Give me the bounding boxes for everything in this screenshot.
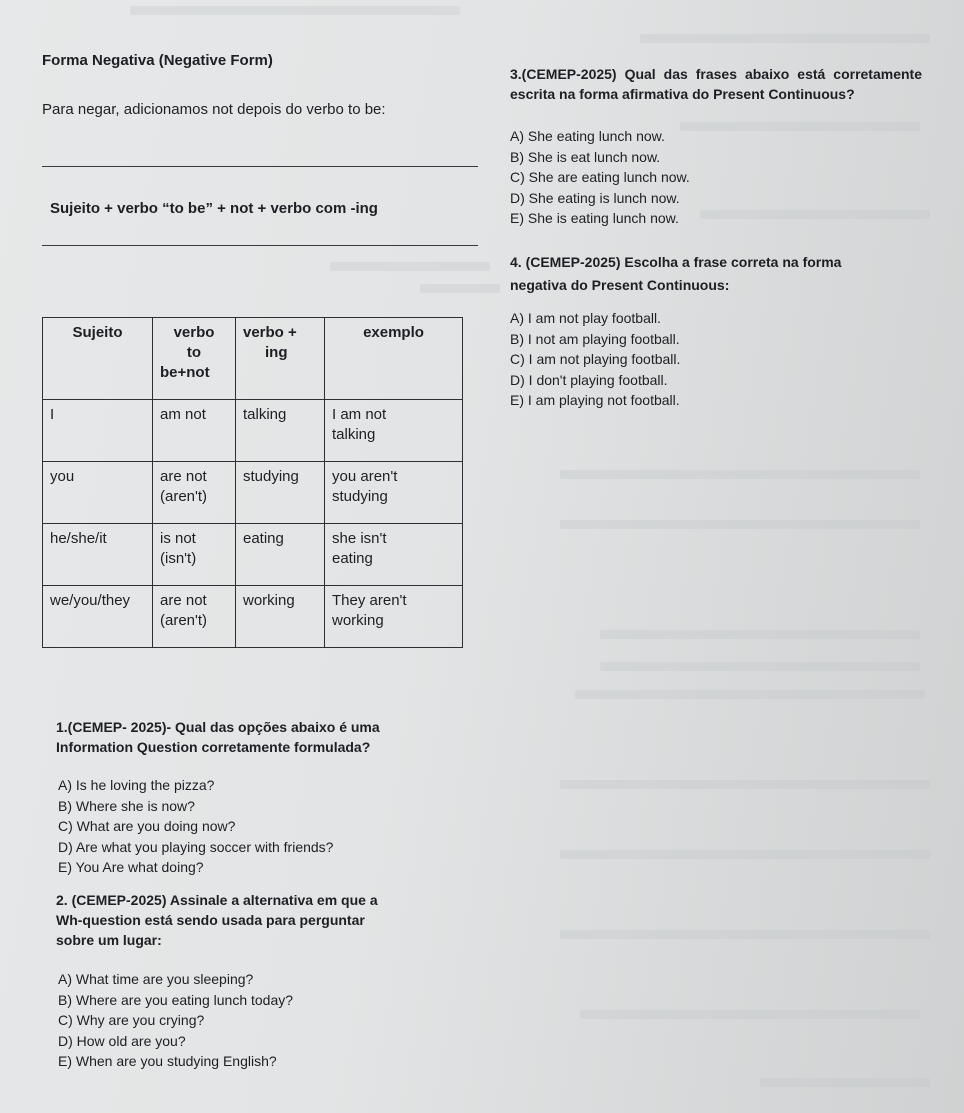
show-through-mark bbox=[600, 630, 920, 639]
show-through-mark bbox=[560, 930, 930, 939]
cell-ing: working bbox=[236, 586, 325, 648]
option-d: D) I don't playing football. bbox=[510, 371, 668, 388]
show-through-mark bbox=[680, 122, 920, 131]
option-c: C) She are eating lunch now. bbox=[510, 169, 690, 185]
cell-exemplo: you aren't studying bbox=[325, 462, 463, 524]
option-a: A) She eating lunch now. bbox=[510, 128, 665, 144]
cell-ing: talking bbox=[236, 400, 325, 462]
question-2-options bbox=[58, 969, 293, 1072]
show-through-mark bbox=[575, 690, 925, 699]
option-c: C) Why are you crying? bbox=[58, 1012, 205, 1028]
show-through-mark bbox=[580, 1010, 920, 1019]
cell-exemplo: I am not talking bbox=[325, 400, 463, 462]
option-a: A) I am not play football. bbox=[510, 310, 661, 326]
cell-exemplo: They aren't working bbox=[325, 586, 463, 648]
conjugation-table bbox=[42, 317, 463, 648]
cell-ing: eating bbox=[236, 524, 325, 586]
header-sujeito: Sujeito bbox=[43, 318, 153, 400]
option-d: D) Are what you playing soccer with friends? bbox=[58, 838, 334, 855]
header-verbo-to-be-not: verbo to be+not bbox=[153, 318, 236, 400]
option-e: E) You Are what doing? bbox=[58, 859, 204, 875]
cell-exemplo: she isn't eating bbox=[325, 524, 463, 586]
table-header-row bbox=[43, 318, 463, 400]
cell-verbo: is not (isn't) bbox=[153, 524, 236, 586]
option-a: A) What time are you sleeping? bbox=[58, 971, 254, 987]
show-through-mark bbox=[130, 6, 460, 15]
show-through-mark bbox=[420, 284, 500, 293]
cell-ing: studying bbox=[236, 462, 325, 524]
show-through-mark bbox=[560, 470, 920, 479]
option-e: E) She is eating lunch now. bbox=[510, 210, 679, 226]
option-b: B) She is eat lunch now. bbox=[510, 148, 661, 165]
show-through-mark bbox=[760, 1078, 930, 1087]
show-through-mark bbox=[700, 210, 930, 219]
intro-text: Para negar, adicionamos not depois do verbo to be: bbox=[42, 101, 386, 118]
option-c: C) What are you doing now? bbox=[58, 818, 236, 834]
page-title: Forma Negativa (Negative Form) bbox=[42, 52, 273, 69]
show-through-mark bbox=[600, 662, 920, 671]
table-row bbox=[43, 400, 463, 462]
cell-sujeito: I bbox=[43, 400, 153, 462]
question-3-options bbox=[510, 126, 690, 229]
show-through-mark bbox=[560, 850, 930, 859]
cell-verbo: are not (aren't) bbox=[153, 462, 236, 524]
show-through-mark bbox=[560, 780, 930, 789]
question-3-heading: 3.(CEMEP-2025) Qual das frases abaixo está corretamente escrita na forma afirmativa do Present Continuous? bbox=[510, 66, 922, 102]
cell-verbo: are not (aren't) bbox=[153, 586, 236, 648]
formula-text: Sujeito + verbo “to be” + not + verbo com -ing bbox=[50, 200, 378, 217]
cell-sujeito: you bbox=[43, 462, 153, 524]
table-row bbox=[43, 524, 463, 586]
option-c: C) I am not playing football. bbox=[510, 351, 681, 367]
option-a: A) Is he loving the pizza? bbox=[58, 777, 215, 793]
question-4-options bbox=[510, 308, 680, 411]
show-through-mark bbox=[330, 262, 490, 271]
cell-verbo: am not bbox=[153, 400, 236, 462]
option-e: E) I am playing not football. bbox=[510, 392, 680, 408]
cell-sujeito: he/she/it bbox=[43, 524, 153, 586]
formula-box bbox=[42, 166, 478, 246]
question-4-heading: 4. (CEMEP-2025) Escolha a frase correta na forma negativa do Present Continuous: bbox=[510, 254, 842, 293]
show-through-mark bbox=[560, 520, 920, 529]
option-d: D) How old are you? bbox=[58, 1032, 186, 1049]
header-verbo-ing: verbo + ing bbox=[236, 318, 325, 400]
header-exemplo: exemplo bbox=[325, 318, 463, 400]
option-e: E) When are you studying English? bbox=[58, 1053, 277, 1069]
show-through-mark bbox=[640, 34, 930, 43]
option-b: B) I not am playing football. bbox=[510, 330, 680, 347]
cell-sujeito: we/you/they bbox=[43, 586, 153, 648]
option-b: B) Where she is now? bbox=[58, 797, 195, 814]
question-1-heading: 1.(CEMEP- 2025)- Qual das opções abaixo é uma Information Question corretamente formulada? bbox=[56, 719, 380, 755]
table-row bbox=[43, 586, 463, 648]
table-row bbox=[43, 462, 463, 524]
option-b: B) Where are you eating lunch today? bbox=[58, 991, 294, 1008]
option-d: D) She eating is lunch now. bbox=[510, 189, 680, 206]
question-1-options bbox=[58, 775, 333, 878]
question-2-heading: 2. (CEMEP-2025) Assinale a alternativa em que a Wh-question está sendo usada para perguntar sobre um lugar: bbox=[56, 892, 378, 948]
